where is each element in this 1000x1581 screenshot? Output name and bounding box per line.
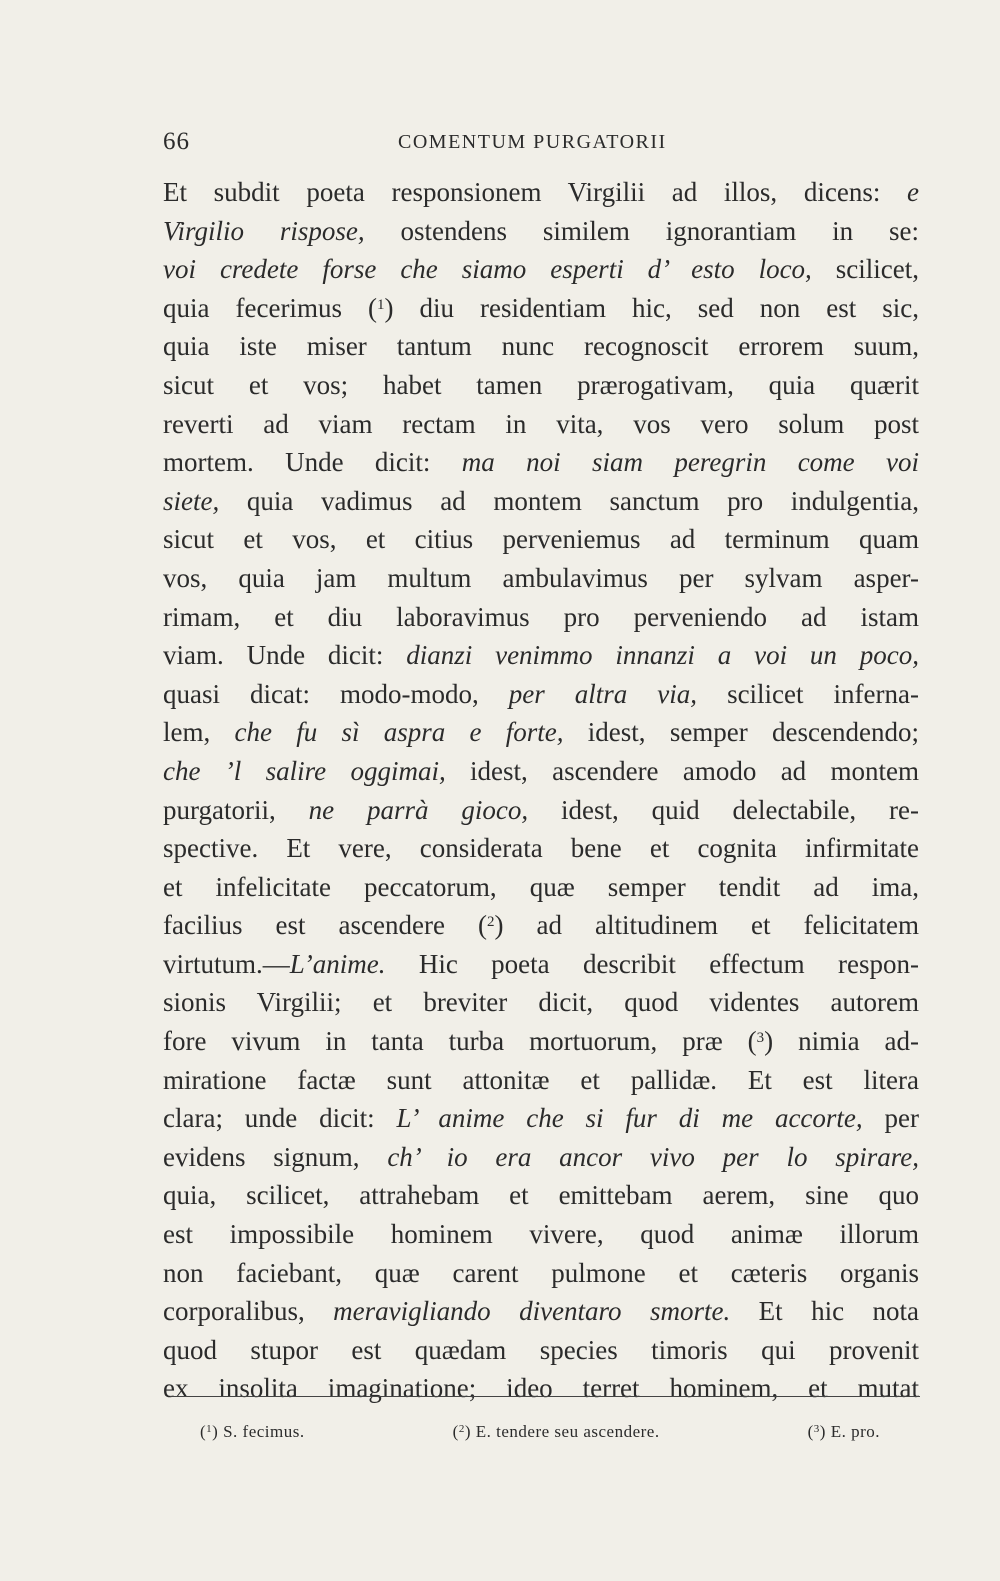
italic-quote: per altra via,: [508, 678, 698, 709]
footnote-item: ($^1$) S. fecimus.: [200, 1422, 305, 1441]
text-line: [163, 983, 919, 1022]
text-line: [163, 1369, 919, 1408]
text-line: [163, 289, 919, 328]
text-run: viam. Unde dicit:: [163, 640, 407, 671]
text-run: rimam, et diu laboravimus pro perveniendo ad istam: [163, 601, 919, 632]
page-header: [163, 128, 919, 168]
text-line: [163, 366, 919, 405]
text-line: [163, 1022, 919, 1061]
text-line: [163, 250, 919, 289]
text-line: [163, 1099, 919, 1138]
footnote-item: ($^2$) E. tendere seu ascendere.: [452, 1422, 660, 1441]
text-line: [163, 636, 919, 675]
text-run: ) nimia ad-: [764, 1026, 919, 1057]
text-line: [163, 1176, 919, 1215]
body-text: [163, 173, 919, 1408]
footnote-text: E. tendere seu ascendere.: [475, 1422, 660, 1441]
italic-quote: meravigliando diventaro smorte.: [333, 1296, 731, 1327]
text-run: quia vadimus ad montem sanctum pro indulgentia,: [219, 485, 919, 516]
italic-quote: ne parrà gioco,: [308, 794, 529, 825]
text-line: [163, 1254, 919, 1293]
text-run: corporalibus,: [163, 1296, 334, 1327]
footnote-rule: [170, 1396, 920, 1397]
footnote-number: 1: [206, 1423, 213, 1435]
footnotes: [200, 1422, 880, 1442]
text-line: [163, 212, 919, 251]
footnote-text: S. fecimus.: [223, 1422, 305, 1441]
italic-quote: e: [907, 177, 919, 207]
text-line: [163, 1138, 919, 1177]
text-run: Et subdit poeta responsionem Virgilii ad illos, dicens:: [163, 177, 908, 207]
italic-quote: L’anime.: [289, 948, 386, 979]
italic-quote: siete,: [163, 485, 220, 516]
text-run: evidens signum,: [163, 1141, 388, 1172]
text-run: et infelicitate peccatorum, quæ semper tendit ad ima,: [163, 871, 919, 902]
text-line: [163, 559, 919, 598]
running-head: COMENTUM PURGATORII: [398, 131, 667, 153]
text-run: scilicet,: [811, 254, 919, 285]
text-run: quia iste miser tantum nunc recognoscit errorem suum,: [163, 331, 919, 362]
text-run: purgatorii,: [163, 794, 309, 825]
footnote-ref: 1: [376, 296, 385, 313]
text-run: idest, semper descendendo;: [563, 717, 919, 748]
text-line: [163, 1331, 919, 1370]
text-line: [163, 713, 919, 752]
text-run: scilicet inferna-: [697, 678, 919, 709]
text-run: Hic poeta describit effectum respon-: [385, 948, 919, 979]
text-run: ) ad altitudinem et felicitatem: [494, 910, 919, 941]
text-run: vos, quia jam multum ambulavimus per sylvam asper-: [163, 562, 919, 593]
text-line: [163, 405, 919, 444]
text-run: lem,: [163, 717, 235, 748]
text-line: [163, 520, 919, 559]
text-run: reverti ad viam rectam in vita, vos vero solum post: [163, 408, 919, 439]
italic-quote: Virgilio rispose,: [163, 215, 365, 246]
text-line: [163, 482, 919, 521]
text-line: [163, 868, 919, 907]
italic-quote: che ’l salire oggimai,: [163, 755, 446, 786]
footnote-ref: 2: [486, 914, 495, 931]
text-line: [163, 791, 919, 830]
italic-quote: dianzi venimmo innanzi a voi un poco,: [406, 640, 919, 671]
text-run: ) diu residentiam hic, sed non est sic,: [384, 292, 919, 323]
text-run: idest, quid delectabile, re-: [528, 794, 919, 825]
text-run: mortem. Unde dicit:: [163, 447, 462, 478]
text-line: [163, 173, 919, 212]
italic-quote: voi credete forse che siamo esperti d’ esto loco,: [163, 254, 812, 285]
text-run: per: [862, 1103, 919, 1134]
text-run: est impossibile hominem vivere, quod animæ illorum: [163, 1219, 919, 1250]
text-run: quod stupor est quædam species timoris qui provenit: [163, 1334, 919, 1365]
text-run: miratione factæ sunt attonitæ et pallidæ. Et est litera: [163, 1064, 919, 1095]
text-line: [163, 443, 919, 482]
text-line: [163, 945, 919, 984]
footnote-number: 3: [813, 1423, 820, 1435]
text-run: ex insolita imaginatione; ideo terret hominem, et mutat: [163, 1373, 919, 1404]
text-line: [163, 1215, 919, 1254]
text-run: sicut et vos, et citius perveniemus ad terminum quam: [163, 524, 919, 555]
footnote-number: 2: [458, 1423, 465, 1435]
text-line: [163, 675, 919, 714]
text-line: [163, 752, 919, 791]
text-run: fore vivum in tanta turba mortuorum, præ (: [163, 1026, 757, 1057]
italic-quote: ch’ io era ancor vivo per lo spirare,: [387, 1141, 919, 1172]
footnote-text: E. pro.: [830, 1422, 880, 1441]
italic-quote: L’ anime che si fur di me accorte,: [396, 1103, 863, 1134]
text-run: sionis Virgilii; et breviter dicit, quod videntes autorem: [163, 987, 919, 1018]
footnote-ref: 3: [756, 1030, 765, 1047]
text-line: [163, 598, 919, 637]
text-line: [163, 829, 919, 868]
text-line: [163, 906, 919, 945]
text-run: quia, scilicet, attrahebam et emittebam aerem, sine quo: [163, 1180, 919, 1211]
text-run: quasi dicat: modo-modo,: [163, 678, 509, 709]
text-run: ostendens similem ignorantiam in se:: [364, 215, 919, 246]
footnote-item: ($^3$) E. pro.: [807, 1422, 880, 1441]
italic-quote: che fu sì aspra e forte,: [234, 717, 564, 748]
text-run: Et hic nota: [730, 1296, 919, 1327]
text-run: facilius est ascendere (: [163, 910, 487, 941]
text-run: clara; unde dicit:: [163, 1103, 397, 1134]
text-run: idest, ascendere amodo ad montem: [445, 755, 919, 786]
italic-quote: ma noi siam peregrin come voi: [461, 447, 919, 478]
text-run: sicut et vos; habet tamen prærogativam, quia quærit: [163, 369, 919, 400]
text-run: spective. Et vere, considerata bene et cognita infirmitate: [163, 833, 919, 864]
text-run: non faciebant, quæ carent pulmone et cæteris organis: [163, 1257, 919, 1288]
text-line: [163, 1292, 919, 1331]
text-run: quia fecerimus (: [163, 292, 377, 323]
text-line: [163, 1061, 919, 1100]
text-line: [163, 327, 919, 366]
text-run: virtutum.—: [163, 948, 290, 979]
page-number: 66: [163, 128, 190, 155]
